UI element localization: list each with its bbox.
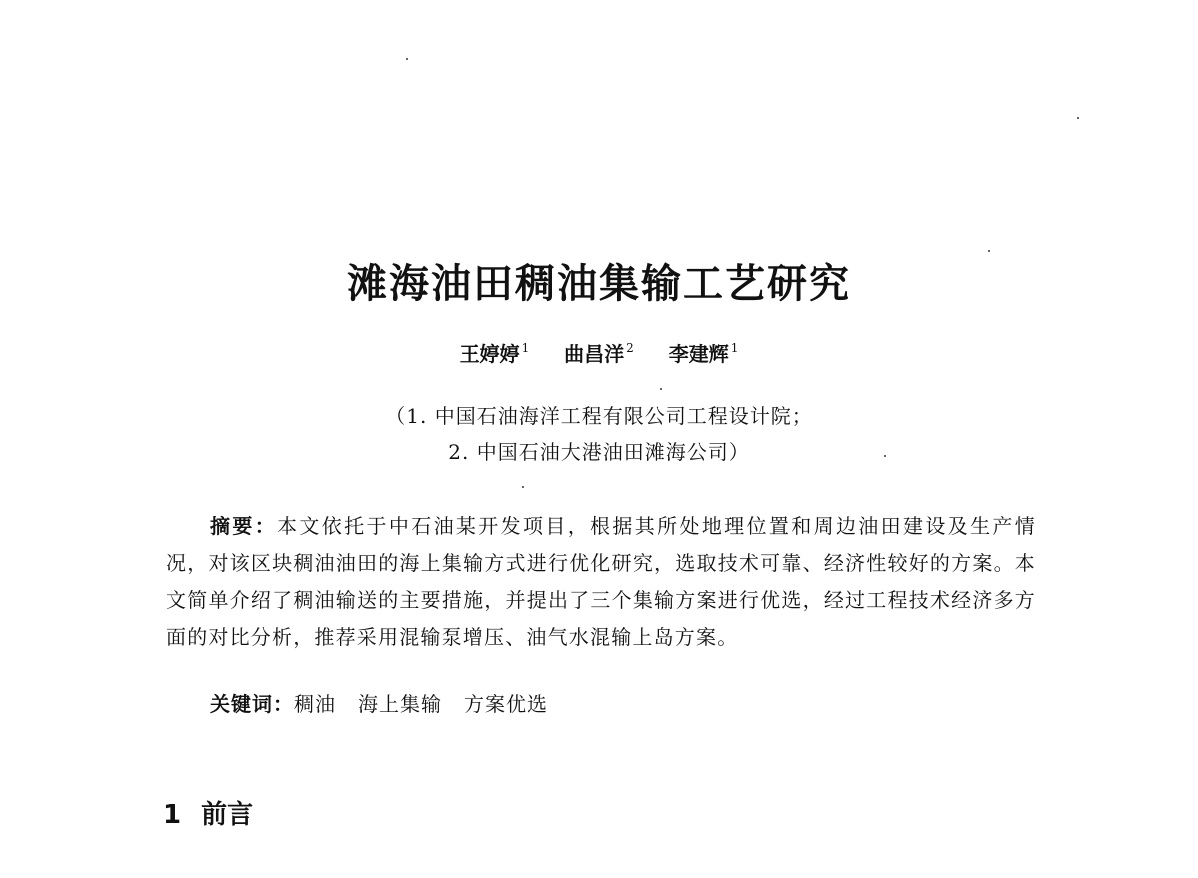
keywords-label: 关键词： <box>210 692 294 716</box>
author-affiliation-mark: 1 <box>730 341 739 355</box>
keywords-line <box>210 688 570 717</box>
scan-speck <box>884 455 886 457</box>
section-title: 前言 <box>201 800 254 830</box>
paper-title: 滩海油田稠油集输工艺研究 <box>347 261 851 307</box>
author-name: 王婷婷 <box>459 342 520 366</box>
author-affiliation-mark: 1 <box>521 341 530 355</box>
author-name: 曲昌洋 <box>564 342 625 366</box>
abstract-text: 本文依托于中石油某开发项目，根据其所处地理位置和周边油田建设及生产情况，对该区块稠油油田的海上集输方式进行优化研究，选取技术可靠、经济性较好的方案。本文简单介绍了稠油输送的主要措施，并提出了三个集输方案进行优选，经过工程技术经济多方面的对比分析，推荐采用混输泵增压、油气水混输上岛方案。 <box>166 514 1036 649</box>
scan-speck <box>988 250 990 252</box>
scan-speck <box>1077 117 1079 119</box>
scan-speck <box>406 58 408 60</box>
section-heading <box>163 794 253 831</box>
keyword-item: 海上集输 <box>358 692 442 716</box>
author-2 <box>564 342 634 366</box>
keyword-item: 方案优选 <box>464 692 548 716</box>
scan-speck <box>522 486 524 488</box>
scan-speck <box>660 388 662 390</box>
author-3 <box>669 342 739 366</box>
affiliation-line-2: 2. 中国石油大港油田滩海公司） <box>448 440 750 464</box>
author-affiliation-mark: 2 <box>626 341 634 355</box>
author-1 <box>460 342 530 366</box>
abstract-paragraph <box>166 508 1036 656</box>
abstract-label: 摘要： <box>210 514 278 538</box>
affiliation-line-1: （1. 中国石油海洋工程有限公司工程设计院； <box>385 404 813 428</box>
author-list <box>0 338 1198 367</box>
author-name: 李建辉 <box>668 342 729 366</box>
section-number: 1 <box>163 800 182 830</box>
keyword-item: 稠油 <box>294 692 336 716</box>
